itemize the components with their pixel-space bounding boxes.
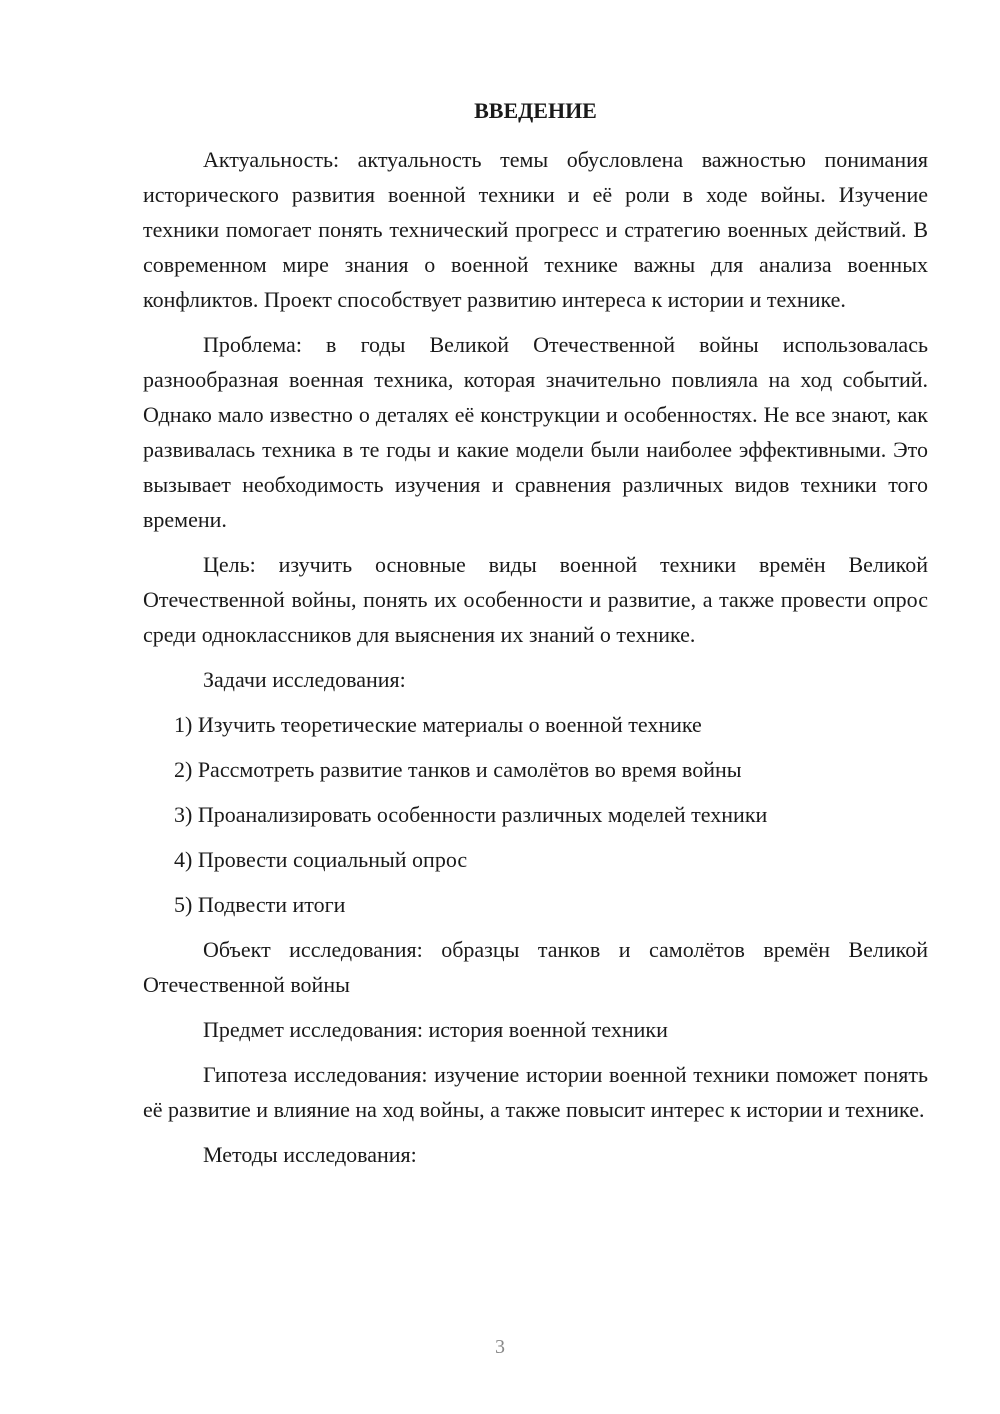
methods-heading: Методы исследования: <box>203 1142 417 1167</box>
tasks-heading: Задачи исследования: <box>203 667 406 692</box>
list-item: 1) Изучить теоретические материалы о военной технике <box>174 712 702 737</box>
tasks-list <box>143 707 928 922</box>
page-number: 3 <box>495 1336 505 1358</box>
paragraph-relevance: Актуальность: актуальность темы обусловлена важностью понимания исторического развития военной техники и её роли в ходе войны. Изучение техники помогает понять технический прогресс и стратегию военных действий. В современном мире знания о военной технике важны для анализа военных конфликтов. Проект способствует развитию интереса к истории и технике. <box>143 147 928 312</box>
paragraph-hypothesis: Гипотеза исследования: изучение истории военной техники поможет понять её развитие и влияние на ход войны, а также повысит интерес к истории и технике. <box>143 1062 928 1122</box>
paragraph-goal: Цель: изучить основные виды военной техники времён Великой Отечественной войны, понять их особенности и развитие, а также провести опрос среди одноклассников для выяснения их знаний о технике. <box>143 552 928 647</box>
page-title: ВВЕДЕНИЕ <box>474 98 597 123</box>
document-body <box>143 142 928 1182</box>
paragraph-object: Объект исследования: образцы танков и самолётов времён Великой Отечественной войны <box>143 937 928 997</box>
list-item: 4) Провести социальный опрос <box>174 847 468 872</box>
list-item: 2) Рассмотреть развитие танков и самолётов во время войны <box>174 757 742 782</box>
paragraph-subject: Предмет исследования: история военной техники <box>203 1017 668 1042</box>
paragraph-problem: Проблема: в годы Великой Отечественной войны использовалась разнообразная военная техника, которая значительно повлияла на ход событий. Однако мало известно о деталях её конструкции и особенностях. Не все знают, как развивалась техника в те годы и какие модели были наиболее эффективными. Это вызывает необходимость изучения и сравнения различных видов техники того времени. <box>143 332 928 532</box>
list-item: 5) Подвести итоги <box>174 892 346 917</box>
list-item: 3) Проанализировать особенности различных моделей техники <box>174 802 768 827</box>
